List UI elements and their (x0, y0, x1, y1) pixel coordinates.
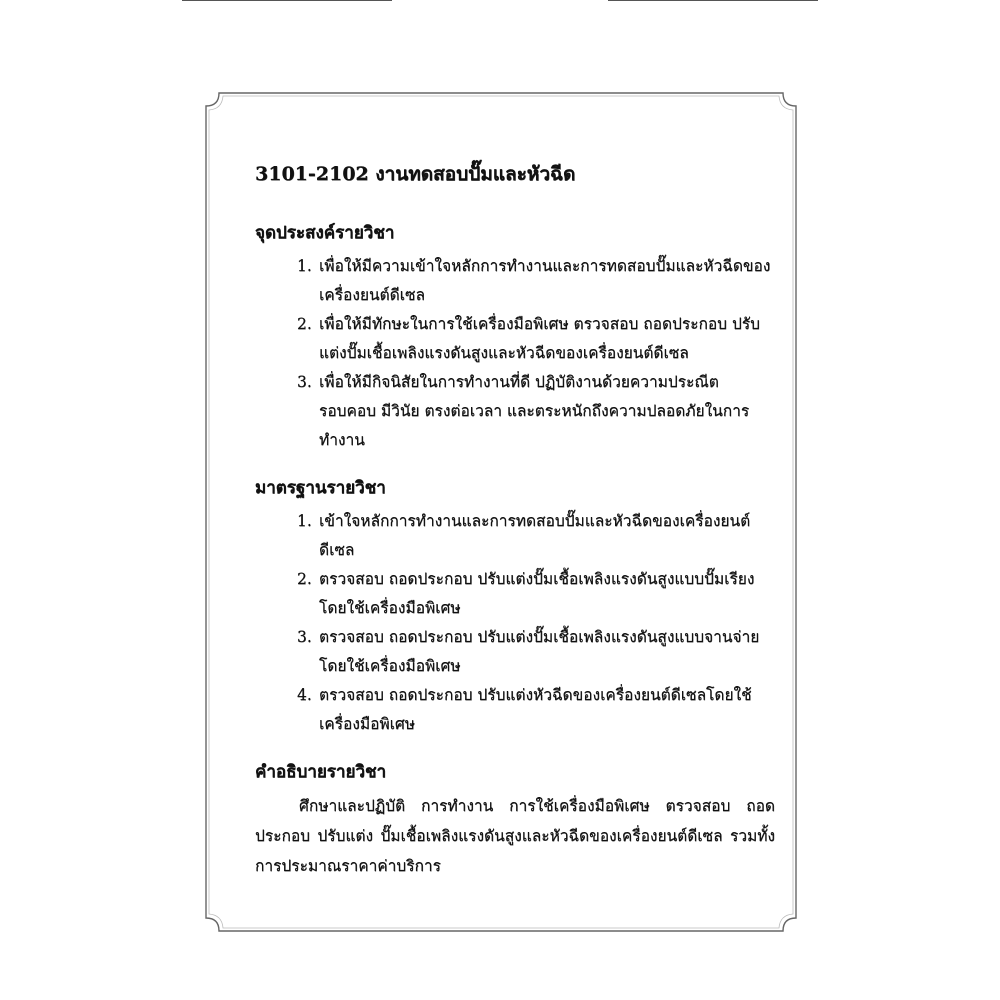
list-item (299, 507, 775, 565)
list-item (299, 623, 775, 681)
standards-list (255, 507, 775, 739)
list-item-text: เพื่อให้มีความเข้าใจหลักการทำงานและการทดสอบปั๊มและหัวฉีดของเครื่องยนต์ดีเซล (319, 257, 771, 304)
list-item (299, 368, 775, 455)
list-item-number: 2. (297, 570, 312, 588)
description-text: ศึกษาและปฏิบัติ การทำงาน การใช้เครื่องมือพิเศษ ตรวจสอบ ถอดประกอบ ปรับแต่ง ปั๊มเชื้อเพลิงแรงดันสูงและหัวฉีดของเครื่องยนต์ดีเซล รวมทั้งการประมาณราคาค่าบริการ (255, 797, 775, 875)
description-heading: คำอธิบายรายวิชา (255, 762, 387, 782)
list-item-text: ตรวจสอบ ถอดประกอบ ปรับแต่งปั๊มเชื้อเพลิงแรงดันสูงแบบปั๊มเรียงโดยใช้เครื่องมือพิเศษ (319, 570, 755, 617)
list-item (299, 310, 775, 368)
list-item-text: เข้าใจหลักการทำงานและการทดสอบปั๊มและหัวฉีดของเครื่องยนต์ดีเซล (319, 512, 751, 559)
list-item-number: 1. (297, 257, 312, 275)
objectives-list (255, 252, 775, 455)
list-item-number: 4. (297, 686, 312, 704)
list-item-text: เพื่อให้มีกิจนิสัยในการทำงานที่ดี ปฏิบัติงานด้วยความประณีต รอบคอบ มีวินัย ตรงต่อเวลา และตระหนักถึงความปลอดภัยในการทำงาน (319, 373, 750, 449)
list-item (299, 252, 775, 310)
course-content (255, 160, 775, 901)
list-item (299, 565, 775, 623)
objectives-heading: จุดประสงค์รายวิชา (255, 223, 395, 243)
list-item-text: ตรวจสอบ ถอดประกอบ ปรับแต่งปั๊มเชื้อเพลิงแรงดันสูงแบบจานจ่ายโดยใช้เครื่องมือพิเศษ (319, 628, 760, 675)
standards-section (255, 475, 775, 739)
description-section (255, 759, 775, 881)
course-title: 3101-2102 งานทดสอบปั๊มและหัวฉีด (255, 163, 576, 185)
list-item (299, 681, 775, 739)
list-item-text: ตรวจสอบ ถอดประกอบ ปรับแต่งหัวฉีดของเครื่องยนต์ดีเซลโดยใช้เครื่องมือพิเศษ (319, 686, 752, 733)
list-item-number: 1. (297, 512, 312, 530)
standards-heading: มาตรฐานรายวิชา (255, 478, 386, 498)
list-item-number: 3. (297, 373, 312, 391)
list-item-text: เพื่อให้มีทักษะในการใช้เครื่องมือพิเศษ ตรวจสอบ ถอดประกอบ ปรับแต่งปั๊มเชื้อเพลิงแรงดันสูงและหัวฉีดของเครื่องยนต์ดีเซล (319, 315, 760, 362)
list-item-number: 2. (297, 315, 312, 333)
list-item-number: 3. (297, 628, 312, 646)
top-rule-right (608, 0, 818, 1)
objectives-section (255, 220, 775, 455)
top-rule-left (182, 0, 392, 1)
